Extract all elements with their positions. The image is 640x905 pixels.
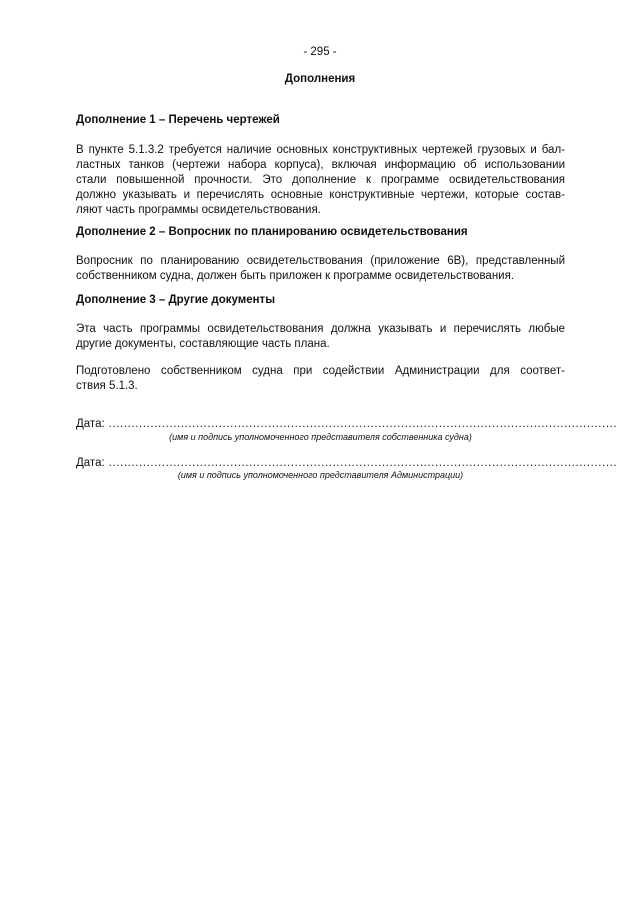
paragraph-line: ствия 5.1.3. (76, 380, 138, 392)
appendix-3-heading: Дополнение 3 – Другие документы (76, 294, 276, 306)
paragraph-line: ляют часть программы освидетельствования. (76, 204, 321, 216)
page-title: Дополнения (284, 73, 356, 85)
appendix-3-paragraph (76, 322, 565, 352)
paragraph-line: собственником судна, должен быть приложен к программе освидетельствования. (76, 270, 515, 282)
paragraph-line: Эта часть программы освидетельствования должна указывать и перечислять любые (76, 323, 565, 335)
signature-dotted-line: ...................................................................................................................................... (108, 418, 618, 430)
date-label: Дата: (76, 457, 105, 469)
date-label: Дата: (76, 418, 105, 430)
appendix-2-paragraph (76, 254, 565, 284)
appendix-1-paragraph (76, 143, 565, 218)
signature-caption-owner: (имя и подпись уполномоченного представителя собственника судна) (169, 432, 472, 442)
paragraph-line: стали повышенной прочности. Это дополнение к программе освидетельствования (76, 174, 565, 186)
paragraph-line: должно указывать и перечислять основные конструктивные чертежи, которые состав- (76, 189, 565, 201)
signature-line-owner (76, 418, 618, 430)
signature-caption-administration: (имя и подпись уполномоченного представителя Администрации) (177, 470, 464, 480)
page-number: - 295 - (303, 46, 337, 58)
appendix-2-heading: Дополнение 2 – Вопросник по планированию освидетельствования (76, 226, 468, 238)
paragraph-line: другие документы, составляющие часть плана. (76, 338, 330, 350)
paragraph-line: ластных танков (чертежи набора корпуса), включая информацию об использовании (76, 159, 565, 171)
paragraph-line: Подготовлено собственником судна при содействии Администрации для соответ- (76, 365, 565, 377)
paragraph-line: Вопросник по планированию освидетельствования (приложение 6В), представленный (76, 255, 565, 267)
signature-dotted-line: ...................................................................................................................................... (108, 457, 618, 469)
signature-line-administration (76, 457, 618, 469)
appendix-1-heading: Дополнение 1 – Перечень чертежей (76, 114, 280, 126)
prepared-by-paragraph (76, 364, 565, 394)
paragraph-line: В пункте 5.1.3.2 требуется наличие основных конструктивных чертежей грузовых и бал- (76, 144, 565, 156)
